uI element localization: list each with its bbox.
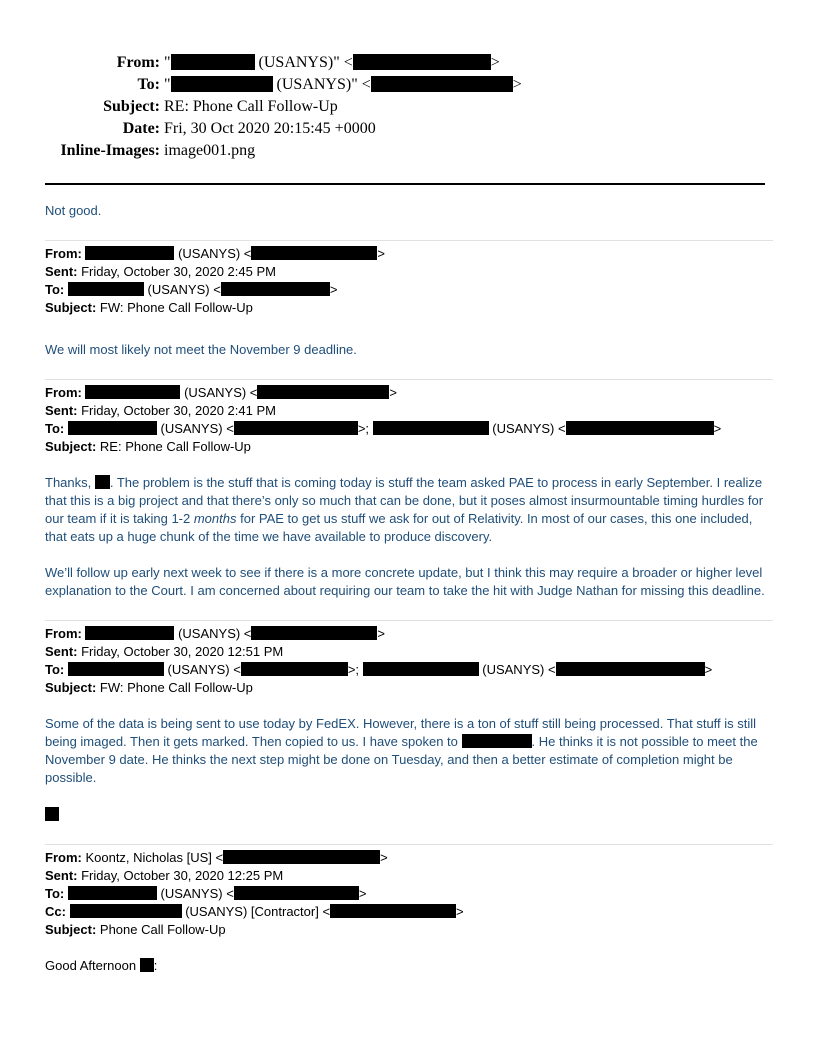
redaction-block [241,662,348,676]
redaction-block [85,626,174,640]
export-header [0,52,816,162]
message-meta [45,625,773,697]
signature-redaction [45,807,773,824]
redaction-block [251,626,377,640]
meta-from: From: (USANYS) < > [45,246,385,261]
redaction-block [68,282,144,296]
meta-subject: Subject: FW: Phone Call Follow-Up [45,300,253,315]
redaction-block [85,385,180,399]
redaction-block [85,246,174,260]
redaction-block [330,904,456,918]
email-thread [45,202,773,975]
header-date-row [0,118,816,140]
redaction-block [68,421,157,435]
header-from-value: " (USANYS)" < > [164,54,500,71]
header-date-label: Date: [122,120,160,137]
redaction-block [371,76,513,92]
header-from-row [0,52,816,74]
redaction-block [234,886,359,900]
redaction-block [68,662,164,676]
message-meta [45,849,773,939]
message-meta [45,384,773,456]
meta-to: To: (USANYS) < >; (USANYS) < > [45,662,713,677]
redaction-block [234,421,358,435]
meta-from: From: (USANYS) < > [45,626,385,641]
header-inline-images-value: image001.png [164,142,256,159]
redaction-block [68,886,157,900]
header-to-row [0,74,816,96]
message-meta [45,245,773,317]
meta-to: To: (USANYS) < > [45,282,338,297]
redaction-block [257,385,389,399]
header-divider [45,183,765,185]
redaction-block [95,475,110,489]
header-to-label: To: [137,76,160,93]
meta-subject: Subject: FW: Phone Call Follow-Up [45,680,253,695]
header-to-value: " (USANYS)" < > [164,76,522,93]
redaction-block [353,54,491,70]
meta-from: From: (USANYS) < > [45,385,397,400]
header-from-label: From: [116,54,160,71]
header-subject-label: Subject: [103,98,160,115]
meta-to: To: (USANYS) < > [45,886,367,901]
header-subject-value: RE: Phone Call Follow-Up [164,98,338,115]
meta-to: To: (USANYS) < >; (USANYS) < > [45,421,722,436]
meta-sent: Sent: Friday, October 30, 2020 12:51 PM [45,644,284,659]
message-body: Not good. [45,203,102,218]
redaction-block [221,282,330,296]
header-inline-images-row [0,140,816,162]
meta-sent: Sent: Friday, October 30, 2020 2:41 PM [45,403,276,418]
message-body-paragraph: Some of the data is being sent to use today by FedEX. However, there is a ton of stuff still being processed. That stuff is still being imaged. Then it gets marked. Then copied to us. I have spoken to . He thinks it is not possible to meet the November 9 date. He thinks the next step might be done on Tuesday, and then a better estimate of completion might be possible. [45,716,758,785]
redaction-block [171,76,273,92]
redaction-block [223,850,380,864]
meta-sent: Sent: Friday, October 30, 2020 2:45 PM [45,264,276,279]
redaction-block [462,734,532,748]
redaction-block [566,421,714,435]
redaction-block [556,662,705,676]
redaction-block [373,421,489,435]
redaction-block [140,958,154,972]
greeting: Good Afternoon : [45,958,158,973]
meta-from: From: Koontz, Nicholas [US] < > [45,850,388,865]
message-body-paragraph: Thanks, . The problem is the stuff that is coming today is stuff the team asked PAE to process in early September. I realize that this is a big project and that there’s only so much that can be done, but it poses almost insurmountable timing hurdles for our team if it is taking 1-2 months for PAE to get us stuff we ask for out of Relativity. In most of our cases, this one included, that eats up a huge chunk of the time we have available to produce discovery. [45,475,764,544]
header-subject-row [0,96,816,118]
redaction-block [70,904,182,918]
redaction-block [45,807,59,821]
meta-subject: Subject: RE: Phone Call Follow-Up [45,439,251,454]
redaction-block [251,246,377,260]
meta-cc: Cc: (USANYS) [Contractor] < > [45,904,464,919]
header-date-value: Fri, 30 Oct 2020 20:15:45 +0000 [164,120,376,137]
meta-sent: Sent: Friday, October 30, 2020 12:25 PM [45,868,284,883]
redaction-block [363,662,479,676]
message-body-paragraph: We’ll follow up early next week to see if there is a more concrete update, but I think this may require a broader or higher level explanation to the Court. I am concerned about requiring our team to take the hit with Judge Nathan for missing this deadline. [45,565,765,598]
redaction-block [171,54,255,70]
meta-subject: Subject: Phone Call Follow-Up [45,922,226,937]
header-inline-images-label: Inline-Images: [60,142,160,159]
message-body: We will most likely not meet the November 9 deadline. [45,342,357,357]
